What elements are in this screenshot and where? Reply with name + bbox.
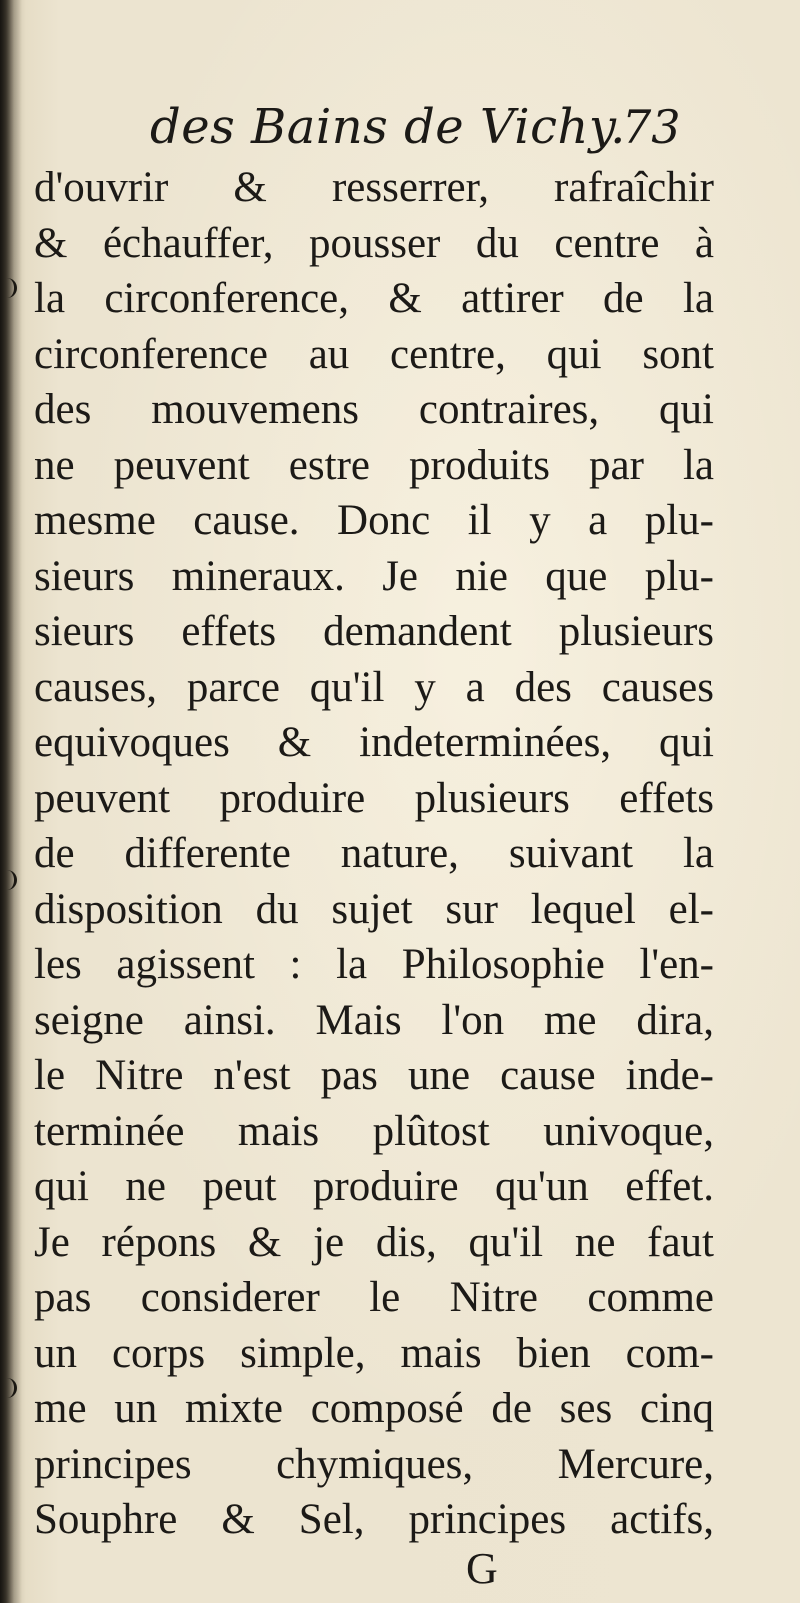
text-line: peuvent produire plusieurs effets bbox=[34, 774, 714, 822]
text-line: circonference au centre, qui sont bbox=[34, 330, 714, 378]
page-header bbox=[0, 92, 800, 162]
text-line: me un mixte composé de ses cinq bbox=[34, 1385, 714, 1432]
text-line: Souphre & Sel, principes actifs, bbox=[34, 1496, 714, 1543]
text-line: pas considerer le Nitre comme bbox=[34, 1274, 714, 1321]
running-title: des Bains de Vichy. bbox=[150, 99, 626, 155]
signature-mark: G bbox=[466, 1544, 498, 1593]
text-line: disposition du sujet sur lequel el- bbox=[34, 885, 714, 933]
text-line: un corps simple, mais bien com- bbox=[34, 1329, 714, 1377]
body-text bbox=[34, 160, 714, 1548]
text-line: la circonference, & attirer de la bbox=[34, 275, 714, 322]
text-line: d'ouvrir & resserrer, rafraîchir bbox=[34, 164, 714, 211]
text-line: sieurs mineraux. Je nie que plu- bbox=[34, 552, 714, 600]
text-line: principes chymiques, Mercure, bbox=[34, 1440, 714, 1488]
text-line: sieurs effets demandent plusieurs bbox=[34, 608, 714, 655]
gutter-shadow bbox=[0, 0, 22, 1603]
text-line: terminée mais plûtost univoque, bbox=[34, 1107, 714, 1155]
text-line: equivoques & indeterminées, qui bbox=[34, 719, 714, 766]
text-line: causes, parce qu'il y a des causes bbox=[34, 663, 714, 711]
text-line: ne peuvent estre produits par la bbox=[34, 441, 714, 489]
page-number: 73 bbox=[622, 100, 681, 154]
text-line: qui ne peut produire qu'un effet. bbox=[34, 1163, 714, 1210]
text-line: les agissent : la Philosophie l'en- bbox=[34, 941, 714, 988]
text-line: Je répons & je dis, qu'il ne faut bbox=[34, 1218, 714, 1266]
text-line: seigne ainsi. Mais l'on me dira, bbox=[34, 996, 714, 1044]
text-line: mesme cause. Donc il y a plu- bbox=[34, 497, 714, 544]
text-line: de differente nature, suivant la bbox=[34, 830, 714, 877]
text-line: & échauffer, pousser du centre à bbox=[34, 219, 714, 267]
text-line: des mouvemens contraires, qui bbox=[34, 386, 714, 433]
text-line: le Nitre n'est pas une cause inde- bbox=[34, 1052, 714, 1099]
